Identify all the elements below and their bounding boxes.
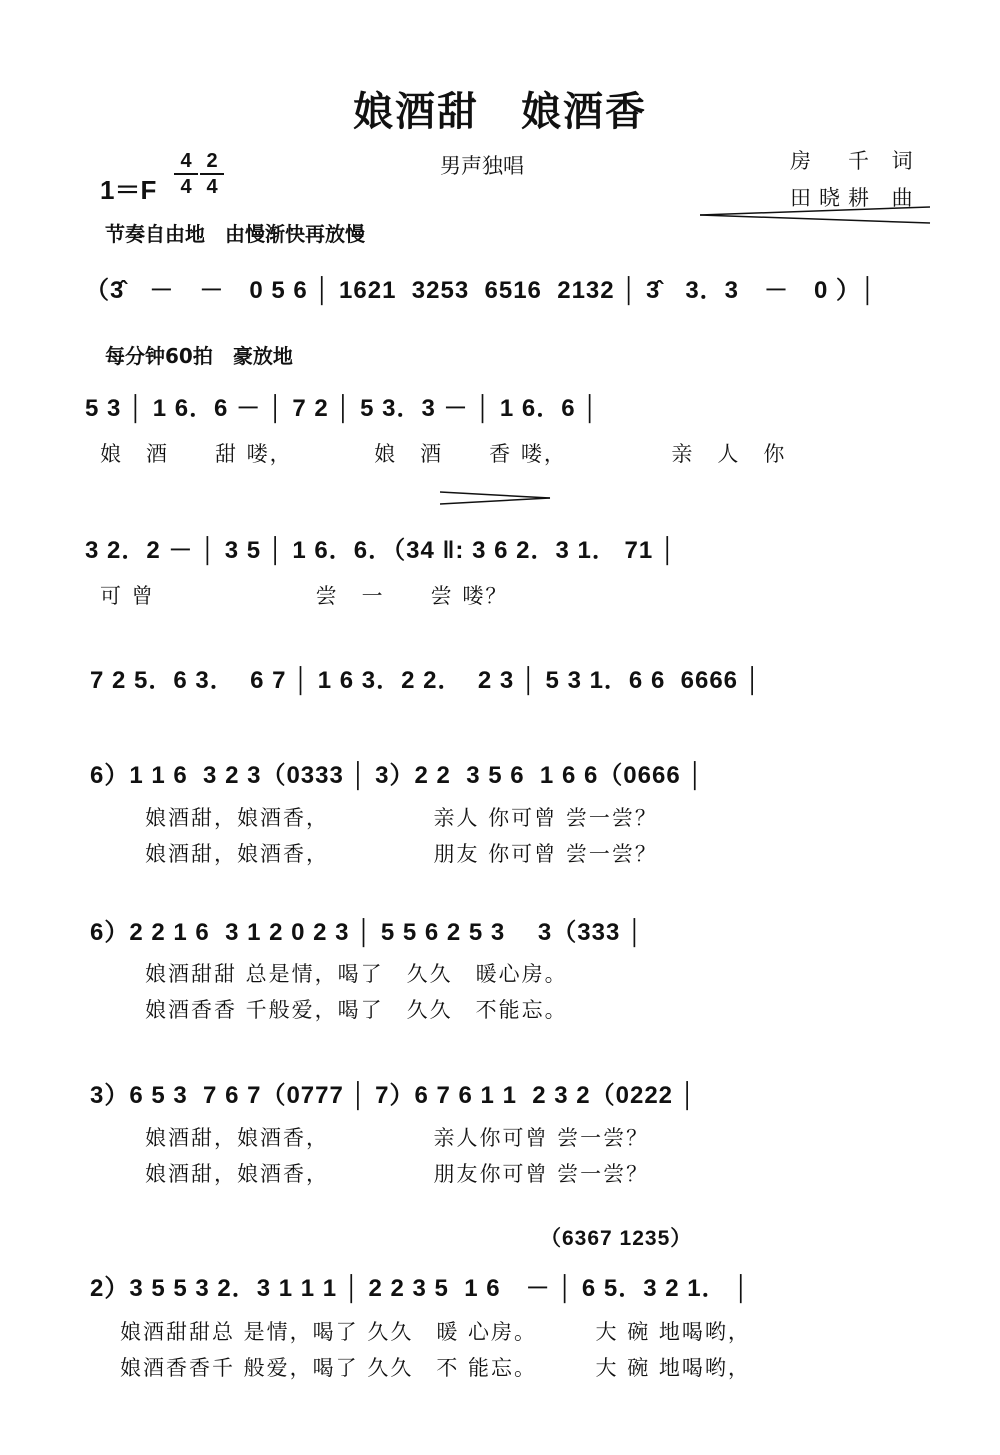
key-signature: 1＝F xyxy=(100,175,157,205)
score-line-8: 2）3 5 5 3 2．3 1 1 1 │ 2 2 3 5 1 6 － │ 6 5．3 2 1． │ xyxy=(90,1275,751,1302)
tempo-marking-intro: 节奏自由地 由慢渐快再放慢 xyxy=(105,222,365,246)
lyrics-line-5a: 娘酒甜，娘酒香， 亲人 你可曾 尝一尝？ xyxy=(145,806,658,830)
decrescendo-hairpin xyxy=(700,205,940,225)
score-line-7: 3）6 5 3 7 6 7（0777 │ 7）6 7 6 1 1 2 3 2（0222 │ xyxy=(90,1082,697,1109)
score-line-3: 3 2．2 － │ 3 5 │ 1 6．6．（34 ‖: 3 6 2．3 1． 71 │ xyxy=(85,537,677,564)
composer-credit: 田晓耕 曲 xyxy=(790,186,921,210)
decrescendo-hairpin xyxy=(440,488,560,508)
score-line-2: 5 3 │ 1 6．6 － │ 7 2 │ 5 3．3 － │ 1 6．6 │ xyxy=(85,395,600,422)
lyrics-line-8b: 娘酒香香千 般爱，喝了 久久 不 能忘。 大 碗 地喝哟， xyxy=(120,1356,751,1380)
time-sig-denominator: 4 xyxy=(180,176,192,198)
score-line-5: 6）1 1 6 3 2 3（0333 │ 3）2 2 3 5 6 1 6 6（0666 │ xyxy=(90,762,705,789)
lyrics-line-2: 娘 酒 甜 喽， 娘 酒 香 喽， 亲 人 你 xyxy=(100,442,787,466)
lyrics-line-8a: 娘酒甜甜总 是情，喝了 久久 暖 心房。 大 碗 地喝哟， xyxy=(120,1320,751,1344)
lyrics-line-5b: 娘酒甜，娘酒香， 朋友 你可曾 尝一尝？ xyxy=(145,842,658,866)
lyricist-credit: 房 千 词 xyxy=(790,149,921,173)
lyrics-line-6a: 娘酒甜甜 总是情，喝了 久久 暖心房。 xyxy=(145,962,568,986)
bridge-notes: （6367 1235） xyxy=(540,1227,693,1250)
time-sig-denominator: 4 xyxy=(206,176,218,198)
lyrics-line-3: 可 曾 尝 一 尝 喽？ xyxy=(100,584,509,608)
score-line-1: （3̂ － － 0 5 6 │ 1621 3253 6516 2132 │ 3̂ 3．3 － 0 ）│ xyxy=(85,277,878,304)
lyrics-line-6b: 娘酒香香 千般爱，喝了 久久 不能忘。 xyxy=(145,998,568,1022)
tempo-marking-verse: 每分钟60拍 豪放地 xyxy=(105,344,293,368)
time-signature-2-4 xyxy=(200,150,224,198)
lyrics-line-7b: 娘酒甜，娘酒香， 朋友你可曾 尝一尝？ xyxy=(145,1162,650,1186)
lyrics-line-7a: 娘酒甜，娘酒香， 亲人你可曾 尝一尝？ xyxy=(145,1126,650,1150)
performance-type: 男声独唱 xyxy=(440,154,524,178)
time-signature-4-4 xyxy=(174,150,198,198)
time-sig-numerator: 4 xyxy=(180,150,192,172)
song-title: 娘酒甜 娘酒香 xyxy=(353,89,647,135)
score-line-4: 7 2 5．6 3． 6 7 │ 1 6 3．2 2． 2 3 │ 5 3 1．6 6 6666 │ xyxy=(90,667,762,694)
score-line-6: 6）2 2 1 6 3 1 2 0 2 3 │ 5 5 6 2 5 3 3（333 │ xyxy=(90,919,644,946)
time-sig-numerator: 2 xyxy=(206,150,218,172)
